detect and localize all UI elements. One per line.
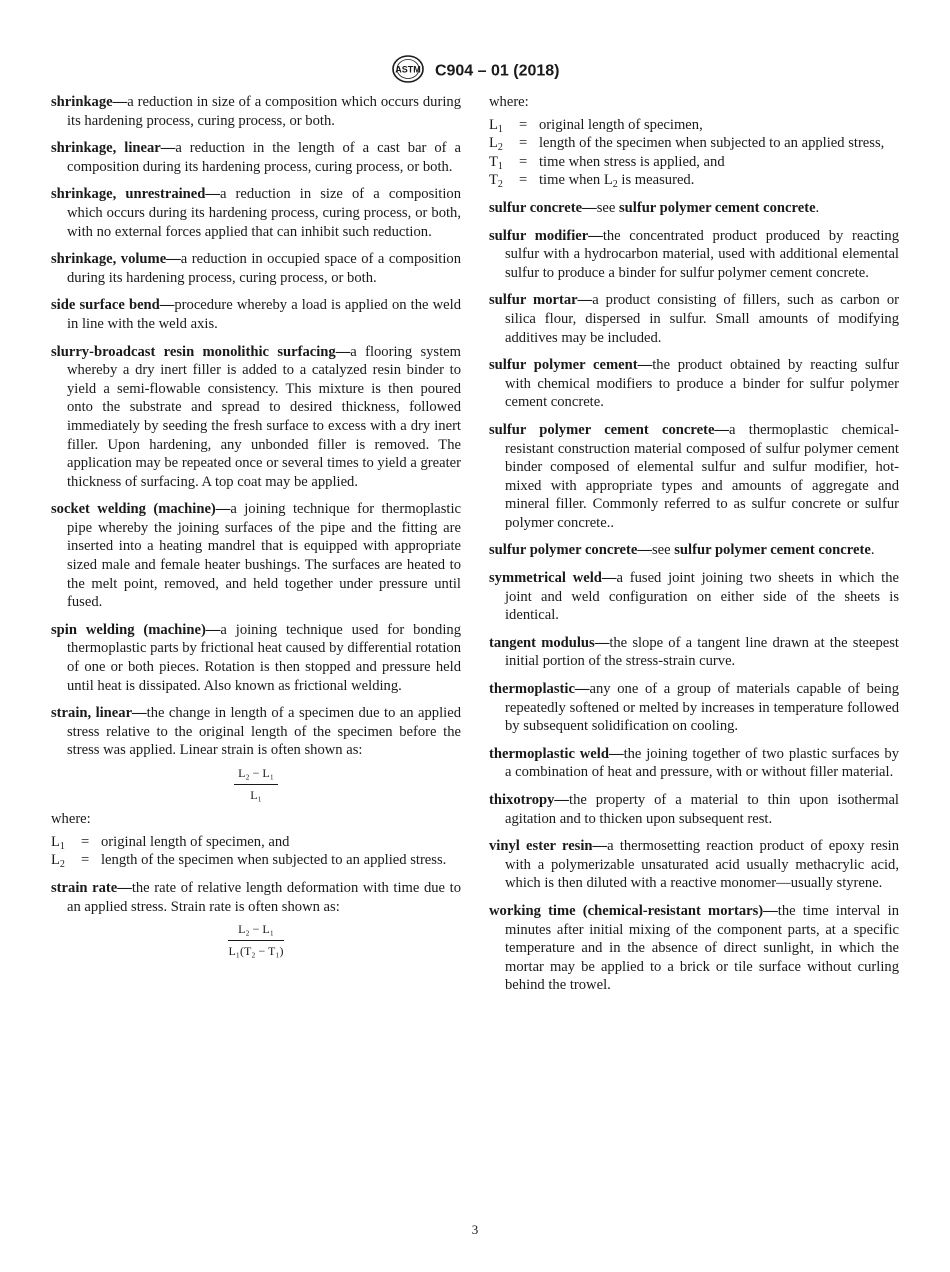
where-label: where:: [51, 811, 91, 828]
variable-row: $T_2$ = time when $L_2$ is measured.: [489, 171, 899, 190]
definition-entry: [489, 837, 899, 893]
term: symmetrical weld—: [489, 570, 617, 587]
svg-text:ASTM: ASTM: [394, 64, 421, 75]
term: sulfur mortar—: [489, 292, 593, 309]
term: sulfur modifier—: [489, 227, 603, 244]
definition-text: the slope of a tangent line drawn at the steepest initial portion of the stress-strain curve.: [505, 634, 899, 670]
variable-symbol: $L_1$: [51, 833, 65, 852]
page-number: 3: [471, 1222, 479, 1237]
variable-row: $T_1$ = time when stress is applied, and: [489, 153, 899, 172]
variable-symbol: $T_2$: [489, 172, 503, 191]
definition-text: any one of a group of materials capable of being repeatedly softened or melted by increases in temperature followed by subsequent solidification on cooling.: [505, 681, 899, 735]
definition-text: the change in length of a specimen due to an applied stress relative to the original length of the specimen before the stress was applied. Linear strain is often shown as:: [67, 705, 461, 759]
variable-row: $L_1$ = original length of specimen,: [489, 116, 899, 135]
definition-entry: sulfur polymer concrete—see sulfur polymer cement concrete.: [489, 542, 875, 559]
definition-entry: [489, 421, 899, 533]
variable-list: [51, 833, 461, 870]
where-label: where:: [489, 94, 529, 110]
definition-text: a fused joint joining two sheets in which the joint and weld configuration on either side of the sheets is identical.: [505, 570, 899, 624]
definition-text: a flooring system whereby a dry inert filler is added to a catalyzed resin binder to yield a semi-flowable consistency. This mixture is then poured onto the substrate and spread to desired thickness, followed immediately by seeding the fresh surface to excess with a dry inert filler. Upon hardening, any unbonded filler is removed. The application may be repeated once or several times to yield a greater thickness of surfacing. A top coat may be applied.: [67, 343, 461, 490]
term: shrinkage, linear—: [51, 140, 176, 157]
definition-entry: [51, 704, 461, 760]
definition-text: the rate of relative length deformation with time due to an applied stress. Strain rate is often shown as:: [67, 879, 461, 915]
definition-entry: [51, 250, 461, 287]
fraction: [234, 764, 278, 804]
term: shrinkage, volume—: [51, 251, 181, 268]
formula-denominator: L₁(T₂ − T₁): [228, 943, 284, 958]
definition-text: the concentrated product produced by reacting sulfur with a hydrocarbon material, used with additional elemental sulfur to produce a binder for sulfur polymer cement concrete.: [505, 227, 899, 281]
definition-entry: [51, 139, 461, 176]
definition-text: a thermosetting reaction product of epoxy resin with a polymerizable unsaturated acid usually methacrylic acid, which is then diluted with a reactive monomer—usually styrene.: [505, 838, 899, 892]
variable-description: time when $L_2$ is measured.: [539, 172, 695, 191]
variable-symbol: $L_2$: [51, 852, 65, 871]
left-column: [51, 93, 461, 966]
term: sulfur polymer cement—: [489, 357, 653, 374]
term: shrinkage, unrestrained—: [51, 186, 220, 203]
definition-text: the product obtained by reacting sulfur with chemical modifiers to produce a binder for sulfur polymer cement concrete.: [505, 357, 900, 411]
definition-entry: [489, 291, 899, 347]
term: slurry-broadcast resin monolithic surfacing—: [51, 343, 351, 360]
variable-description: length of the specimen when subjected to an applied stress.: [101, 852, 447, 869]
document-designation: C904 – 01 (2018): [434, 62, 560, 80]
definition-text: a reduction in the length of a cast bar of a composition during its hardening process, curing process, or both.: [67, 140, 462, 175]
definition-entry: [51, 185, 461, 241]
term: working time (chemical-resistant mortars)—: [489, 902, 778, 919]
term: thermoplastic weld—: [489, 745, 624, 762]
definition-entry: [51, 296, 461, 333]
definition-entry: [51, 343, 461, 492]
right-column: [489, 93, 899, 1004]
formula-numerator: L₂ − L₁: [228, 920, 283, 941]
definition-entry: [51, 621, 461, 695]
term: vinyl ester resin—: [489, 838, 608, 855]
definition-entry: [51, 93, 461, 130]
variable-row: $L_2$ = length of the specimen when subjected to an applied stress,: [489, 134, 899, 153]
linear-strain-formula: [51, 764, 461, 804]
strain-rate-formula: [51, 920, 461, 960]
cross-reference: sulfur polymer cement concrete: [618, 199, 816, 216]
definition-text: a joining technique for thermoplastic pipe whereby the joining surfaces of the pipe and the fitting are inserted into a heating mandrel that is equipped with appropriate sized male and female heater bushings. The surfaces are heated to the melt point, removed, and held together under pressure until fused.: [67, 501, 461, 611]
definition-entry: sulfur concrete—see sulfur polymer cement concrete.: [489, 199, 820, 216]
page-header: [0, 54, 950, 89]
variable-symbol: $T_1$: [489, 153, 503, 172]
variable-description: time when stress is applied, and: [539, 153, 725, 170]
variable-description: original length of specimen,: [539, 116, 703, 133]
definition-entry: [489, 791, 899, 828]
definition-text: procedure whereby a load is applied on the weld in line with the weld axis.: [67, 297, 461, 332]
term: tangent modulus—: [489, 634, 610, 651]
definition-text: the time interval in minutes after initial mixing of the component parts, at a specific temperature and in the absence of direct sunlight, in which the mortar may be applied to a brick or tile surface without curling behind the trowel.: [505, 902, 899, 994]
definition-text: a reduction in size of a composition which occurs during its hardening process, curing process, or both.: [67, 94, 461, 129]
definition-text: the property of a material to thin upon isothermal agitation and to thicken upon subsequent rest.: [505, 792, 899, 827]
term: sulfur polymer cement concrete—: [489, 421, 730, 438]
definition-entry: [489, 227, 899, 283]
definition-entry: [489, 356, 899, 412]
term: side surface bend—: [51, 297, 175, 314]
definition-entry: [51, 879, 461, 916]
formula-denominator: L₁: [250, 787, 262, 802]
term: thixotropy—: [489, 792, 570, 808]
definition-entry: [489, 569, 899, 625]
term: sulfur concrete—: [489, 199, 597, 216]
definition-text: a reduction in size of a composition which occurs during its hardening process, curing process, or both, with no external forces applied that can inhibit such reduction.: [67, 186, 461, 240]
definition-text: the joining together of two plastic surfaces by a combination of heat and pressure, with or without filler material.: [505, 745, 900, 781]
definition-text: a thermoplastic chemical-resistant construction material composed of sulfur polymer cement binder composed of elemental sulfur and sulfur modifier, hot-mixed with appropriate types and amounts of aggregate and mineral filler. Commonly referred to as sulfur concrete or sulfur polymer concrete..: [505, 421, 900, 531]
definition-text: a product consisting of fillers, such as carbon or silica flour, dispersed in sulfur. Small amounts of modifying additives may be included.: [505, 292, 899, 346]
variable-symbol: $L_1$: [489, 116, 503, 135]
definition-entry: [51, 500, 461, 612]
variable-description: original length of specimen, and: [101, 833, 290, 850]
term: socket welding (machine)—: [51, 501, 231, 518]
term: thermoplastic—: [489, 681, 590, 698]
definition-text: a joining technique used for bonding thermoplastic parts by frictional heat caused by differential rotation of one or both pieces. Rotation is then stopped and pressure held until heat is dissipated. Also known as frictional welding.: [67, 621, 461, 694]
term: shrinkage—: [51, 94, 128, 110]
formula-numerator: L₂ − L₁: [234, 764, 278, 785]
variable-description: length of the specimen when subjected to an applied stress,: [539, 135, 885, 152]
fraction: [228, 920, 283, 960]
variable-symbol: $L_2$: [489, 135, 503, 154]
definition-entry: [489, 902, 899, 995]
definition-entry: [489, 680, 899, 736]
term: sulfur polymer concrete—: [489, 542, 652, 559]
variable-row: $L_1$ = original length of specimen, and: [51, 833, 461, 852]
definition-text: a reduction in occupied space of a composition during its hardening process, curing process, or both.: [67, 251, 461, 286]
cross-reference: sulfur polymer cement concrete: [674, 542, 871, 559]
variable-list: [489, 116, 899, 190]
term: strain rate—: [51, 879, 132, 896]
term: strain, linear—: [51, 705, 147, 722]
definition-entry: [489, 634, 899, 671]
term: spin welding (machine)—: [51, 621, 221, 638]
astm-logo-icon: [391, 54, 425, 89]
definition-entry: [489, 745, 899, 782]
variable-row: $L_2$ = length of the specimen when subjected to an applied stress.: [51, 851, 461, 870]
